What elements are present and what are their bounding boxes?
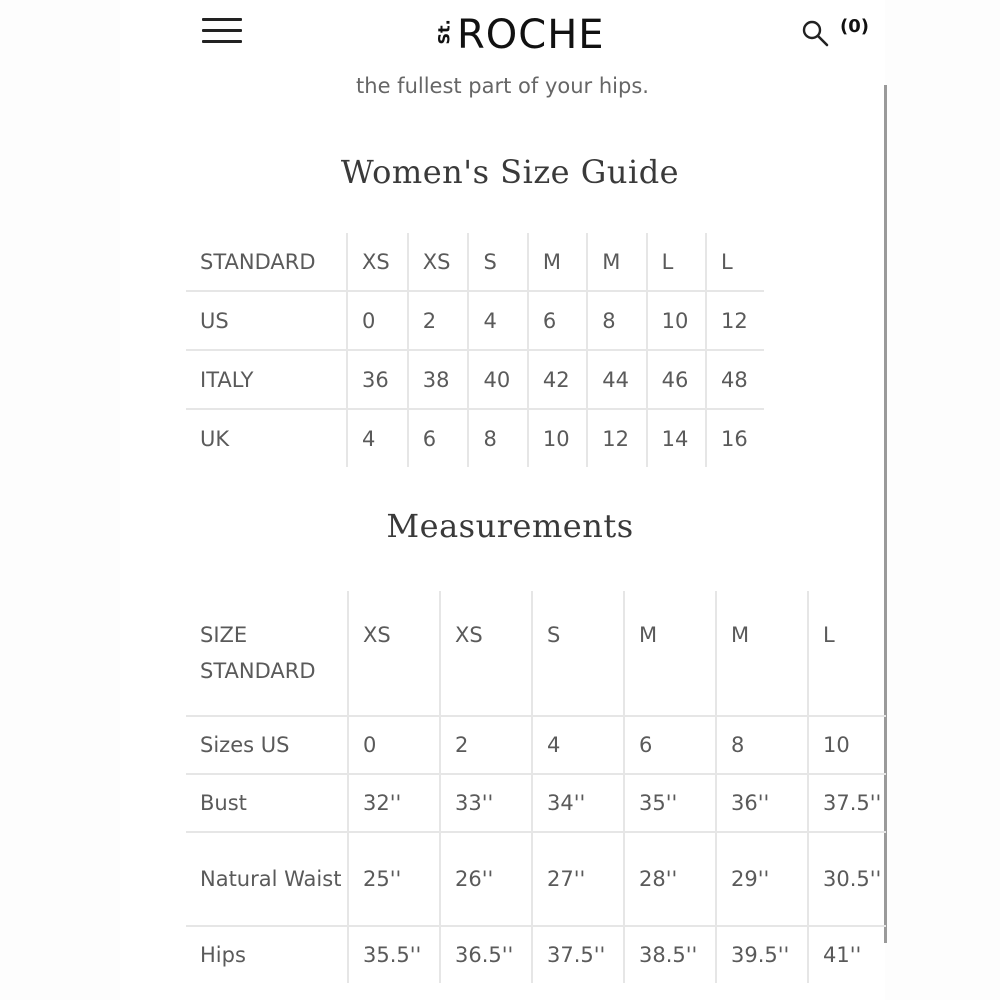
row-header-cell: UK <box>186 409 347 467</box>
brand-logo[interactable] <box>435 10 605 60</box>
row-header-cell: Bust <box>186 774 348 832</box>
table-row <box>186 832 886 926</box>
measurements-table <box>186 591 886 983</box>
table-cell: 4 <box>468 291 527 350</box>
table-cell: 16 <box>706 409 764 467</box>
table-cell: M <box>587 233 646 291</box>
intro-text: the fullest part of your hips. <box>356 74 649 98</box>
table-row <box>186 350 764 409</box>
table-cell: 36'' <box>716 774 808 832</box>
table-cell: 10 <box>647 291 706 350</box>
row-header-cell: Sizes US <box>186 716 348 774</box>
table-cell: 33'' <box>440 774 532 832</box>
table-cell: 42 <box>528 350 587 409</box>
table-cell: XS <box>348 591 440 716</box>
table-cell: 10 <box>528 409 587 467</box>
table-cell: 40 <box>468 350 527 409</box>
table-cell: 35.5'' <box>348 926 440 983</box>
brand-prefix: St. <box>434 18 454 44</box>
table-row <box>186 716 886 774</box>
table-cell: XS <box>347 233 408 291</box>
table-cell: 36 <box>347 350 408 409</box>
size-guide-title: Women's Size Guide <box>340 153 680 191</box>
table-cell: 0 <box>348 716 440 774</box>
hamburger-menu-icon[interactable] <box>202 18 242 46</box>
table-cell: S <box>468 233 527 291</box>
table-cell: 4 <box>347 409 408 467</box>
table-cell: XS <box>408 233 469 291</box>
table-cell: 14 <box>647 409 706 467</box>
table-row <box>186 591 886 716</box>
table-row <box>186 291 764 350</box>
table-cell: 36.5'' <box>440 926 532 983</box>
table-cell: 2 <box>408 291 469 350</box>
table-cell: 8 <box>468 409 527 467</box>
brand-name: ROCHE <box>457 12 605 58</box>
table-cell: 0 <box>347 291 408 350</box>
table-cell: L <box>647 233 706 291</box>
table-row <box>186 233 764 291</box>
row-header-cell: Natural Waist <box>186 832 348 926</box>
table-cell: 8 <box>587 291 646 350</box>
table-cell: M <box>716 591 808 716</box>
table-cell: 12 <box>706 291 764 350</box>
cart-count[interactable]: (0) <box>840 16 869 37</box>
table-cell: 41'' <box>808 926 886 983</box>
table-cell: 29'' <box>716 832 808 926</box>
row-header-cell: US <box>186 291 347 350</box>
table-cell: 46 <box>647 350 706 409</box>
table-cell: 12 <box>587 409 646 467</box>
table-row <box>186 774 886 832</box>
table-cell: 39.5'' <box>716 926 808 983</box>
row-header-cell: SIZE STANDARD <box>200 623 316 683</box>
table-cell: 4 <box>532 716 624 774</box>
table-row <box>186 926 886 983</box>
table-cell: 6 <box>528 291 587 350</box>
row-header-cell: ITALY <box>186 350 347 409</box>
table-cell: 8 <box>716 716 808 774</box>
search-icon[interactable] <box>800 18 830 48</box>
table-cell: 2 <box>440 716 532 774</box>
table-cell: 44 <box>587 350 646 409</box>
table-cell: 6 <box>408 409 469 467</box>
table-cell: 27'' <box>532 832 624 926</box>
table-cell: 10 <box>808 716 886 774</box>
table-cell: 28'' <box>624 832 716 926</box>
table-cell: 37.5'' <box>532 926 624 983</box>
table-cell: 30.5'' <box>808 832 886 926</box>
table-cell: M <box>624 591 716 716</box>
table-cell: 48 <box>706 350 764 409</box>
table-cell: 34'' <box>532 774 624 832</box>
table-cell: 6 <box>624 716 716 774</box>
table-cell: M <box>528 233 587 291</box>
table-cell: 32'' <box>348 774 440 832</box>
row-header-cell: STANDARD <box>200 249 316 274</box>
table-cell: 38.5'' <box>624 926 716 983</box>
measurements-title: Measurements <box>386 507 634 545</box>
table-cell: XS <box>440 591 532 716</box>
size-guide-table <box>186 233 764 467</box>
table-cell: L <box>706 233 764 291</box>
table-row <box>186 409 764 467</box>
table-cell: 35'' <box>624 774 716 832</box>
row-header-cell: Hips <box>186 926 348 983</box>
table-cell: S <box>532 591 624 716</box>
table-cell: 38 <box>408 350 469 409</box>
table-cell: L <box>808 591 886 716</box>
table-cell: 37.5'' <box>808 774 886 832</box>
table-cell: 26'' <box>440 832 532 926</box>
table-cell: 25'' <box>348 832 440 926</box>
